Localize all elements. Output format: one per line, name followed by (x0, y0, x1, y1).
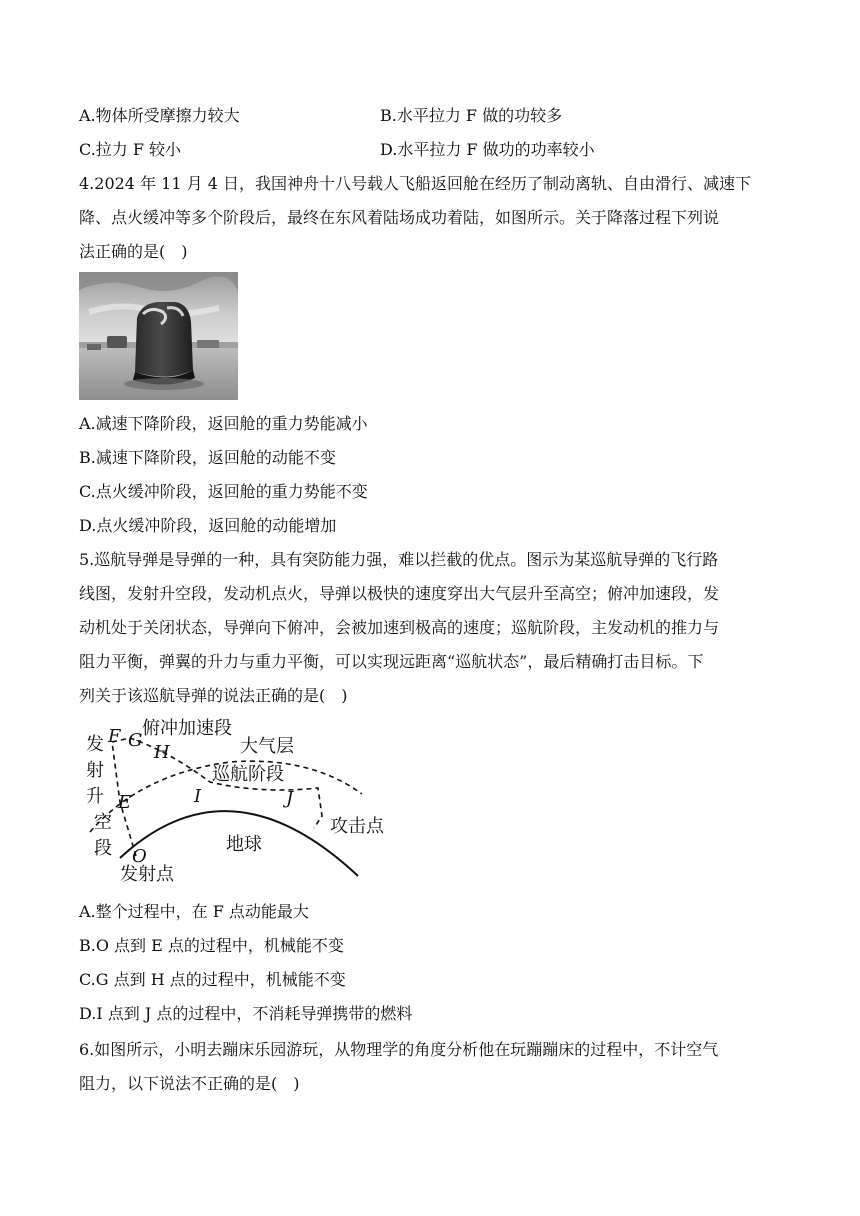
launch-segment-char-2: 射 (86, 760, 104, 781)
return-capsule-photo (79, 272, 238, 400)
q4-option-c: C.点火缓冲阶段，返回舱的重力势能不变 (79, 482, 368, 501)
q5-stem-line-4: 阻力平衡，弹翼的升力与重力平衡，可以实现远距离“巡航状态”，最后精确打击目标。下 (79, 652, 704, 671)
q6-stem-line-2: 阻力，以下说法不正确的是( ) (79, 1074, 300, 1093)
q5-stem-line-2: 线图，发射升空段，发动机点火，导弹以极快的速度穿出大气层升至高空；俯冲加速段，发 (79, 584, 720, 603)
point-f-label: F (108, 726, 121, 747)
q5-stem-line-3: 动机处于关闭状态，导弹向下俯冲，会被加速到极高的速度；巡航阶段，主发动机的推力与 (79, 618, 720, 637)
q6-stem-line-1: 6.如图所示，小明去蹦床乐园游玩，从物理学的角度分析他在玩蹦蹦床的过程中，不计空气 (79, 1040, 719, 1059)
q3-option-c: C.拉力 F 较小 (79, 140, 182, 159)
cruise-stage-label: 巡航阶段 (212, 764, 284, 785)
point-g-label: G (128, 730, 143, 751)
q5-option-d: D.I 点到 J 点的过程中，不消耗导弹携带的燃料 (79, 1004, 413, 1023)
cruise-missile-diagram (80, 716, 396, 888)
earth-label: 地球 (226, 834, 262, 855)
point-i-label: I (194, 786, 202, 807)
q4-option-b: B.减速下降阶段，返回舱的动能不变 (79, 448, 336, 467)
launch-segment-char-4: 空 (94, 812, 112, 833)
launch-segment-char-3: 升 (86, 786, 104, 807)
point-o-label: O (132, 846, 147, 867)
q5-option-b: B.O 点到 E 点的过程中，机械能不变 (79, 936, 344, 955)
dive-segment-label: 俯冲加速段 (142, 718, 232, 739)
q4-option-a: A.减速下降阶段，返回舱的重力势能减小 (79, 414, 368, 433)
point-j-label: J (286, 788, 294, 809)
q5-stem-line-1: 5.巡航导弹是导弹的一种，具有突防能力强，难以拦截的优点。图示为某巡航导弹的飞行路 (79, 550, 719, 569)
q3-option-b: B.水平拉力 F 做的功较多 (380, 106, 563, 125)
atmosphere-label: 大气层 (240, 736, 294, 757)
q5-option-c: C.G 点到 H 点的过程中，机械能不变 (79, 970, 346, 989)
q4-stem-line-3: 法正确的是( ) (79, 242, 188, 261)
point-h-label: H (154, 742, 170, 763)
q3-option-d: D.水平拉力 F 做功的功率较小 (380, 140, 595, 159)
launch-segment-char-5: 段 (94, 838, 112, 859)
launch-point-label: 发射点 (120, 864, 174, 885)
q5-option-a: A.整个过程中，在 F 点动能最大 (79, 902, 309, 921)
q4-stem-line-2: 降、点火缓冲等多个阶段后，最终在东风着陆场成功着陆，如图所示。关于降落过程下列说 (79, 208, 720, 227)
launch-segment-char-1: 发 (86, 734, 104, 755)
q4-stem-line-1: 4.2024 年 11 月 4 日，我国神舟十八号载人飞船返回舱在经历了制动离轨、自由滑行、减速下 (79, 174, 751, 193)
target-label: 攻击点 (330, 816, 384, 837)
q5-stem-line-5: 列关于该巡航导弹的说法正确的是( ) (79, 686, 348, 705)
q4-option-d: D.点火缓冲阶段，返回舱的动能增加 (79, 516, 337, 535)
point-e-label: E (118, 792, 132, 813)
q3-option-a: A.物体所受摩擦力较大 (79, 106, 240, 125)
